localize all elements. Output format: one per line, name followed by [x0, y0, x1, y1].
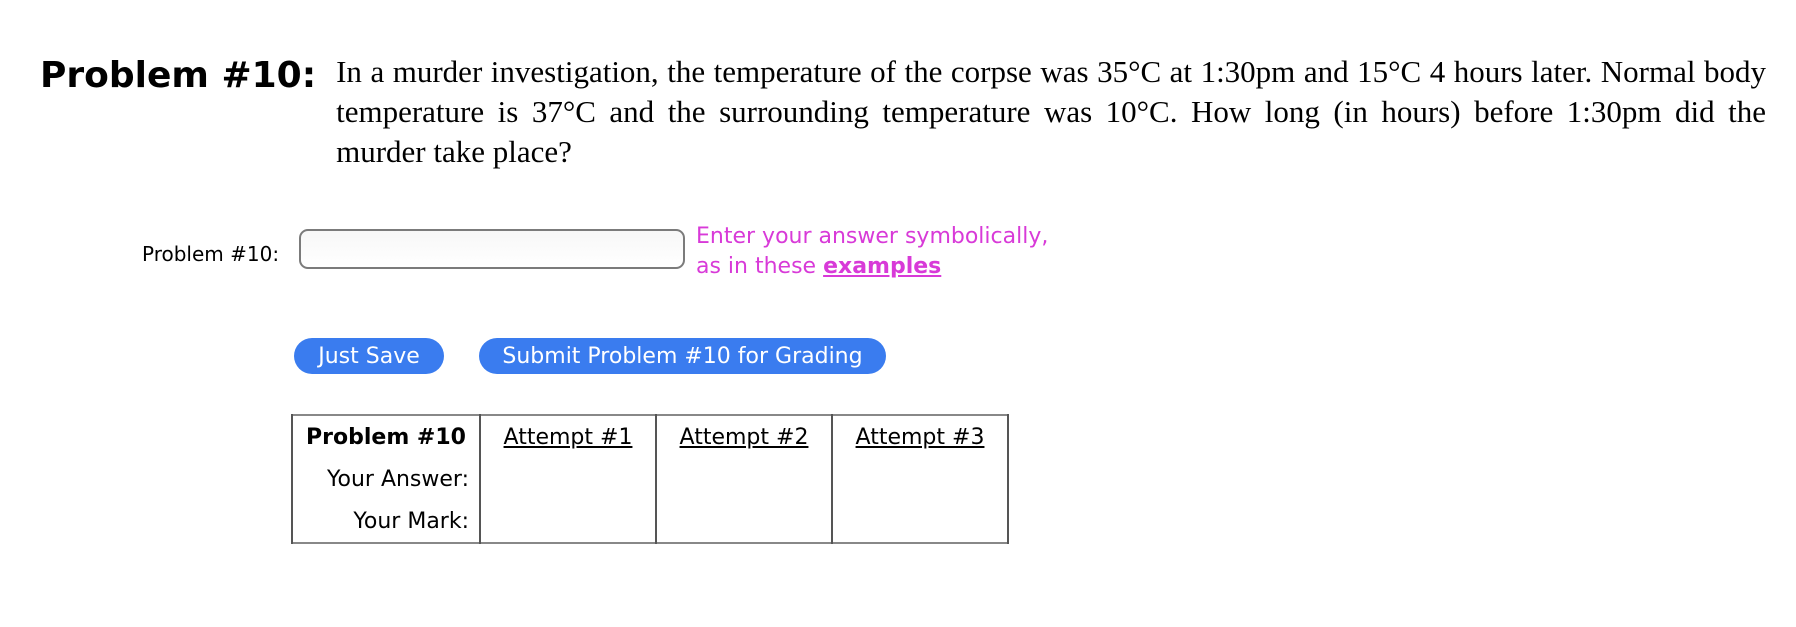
- problem-text: In a murder investigation, the temperature of the corpse was 35°C at 1:30pm and 15°C 4 hours later. Normal body temperature is 37°C and the surrounding temperature was 10°C. How long (in hours) before 1:30pm did the murder take place?: [336, 54, 1766, 169]
- answer-label: Problem #10:: [142, 242, 280, 266]
- attempt-1-link[interactable]: Attempt #1: [480, 415, 656, 458]
- examples-link[interactable]: examples: [823, 254, 942, 279]
- answer-input[interactable]: [299, 229, 685, 269]
- hint-line-2: [696, 252, 1048, 282]
- problem-title: Problem #10:: [40, 55, 317, 96]
- attempt-3-link[interactable]: Attempt #3: [832, 415, 1008, 458]
- mark-cell: [480, 500, 656, 543]
- your-answer-label: Your Answer:: [292, 458, 480, 500]
- answer-hint: [696, 222, 1048, 282]
- just-save-button[interactable]: Just Save: [294, 338, 444, 374]
- your-mark-label: Your Mark:: [292, 500, 480, 543]
- answer-cell: [480, 458, 656, 500]
- submit-for-grading-button[interactable]: Submit Problem #10 for Grading: [479, 338, 886, 374]
- hint-line-1: Enter your answer symbolically,: [696, 224, 1049, 249]
- mark-cell: [656, 500, 832, 543]
- hint-prefix: as in these: [696, 254, 824, 279]
- attempts-table: [291, 414, 1009, 544]
- answer-cell: [832, 458, 1008, 500]
- attempt-2-link[interactable]: Attempt #2: [656, 415, 832, 458]
- mark-cell: [832, 500, 1008, 543]
- your-mark-row: [292, 500, 1008, 543]
- your-answer-row: [292, 458, 1008, 500]
- table-problem-header: Problem #10: [292, 415, 480, 458]
- problem-statement: [40, 52, 1766, 172]
- attempts-header-row: [292, 415, 1008, 458]
- answer-cell: [656, 458, 832, 500]
